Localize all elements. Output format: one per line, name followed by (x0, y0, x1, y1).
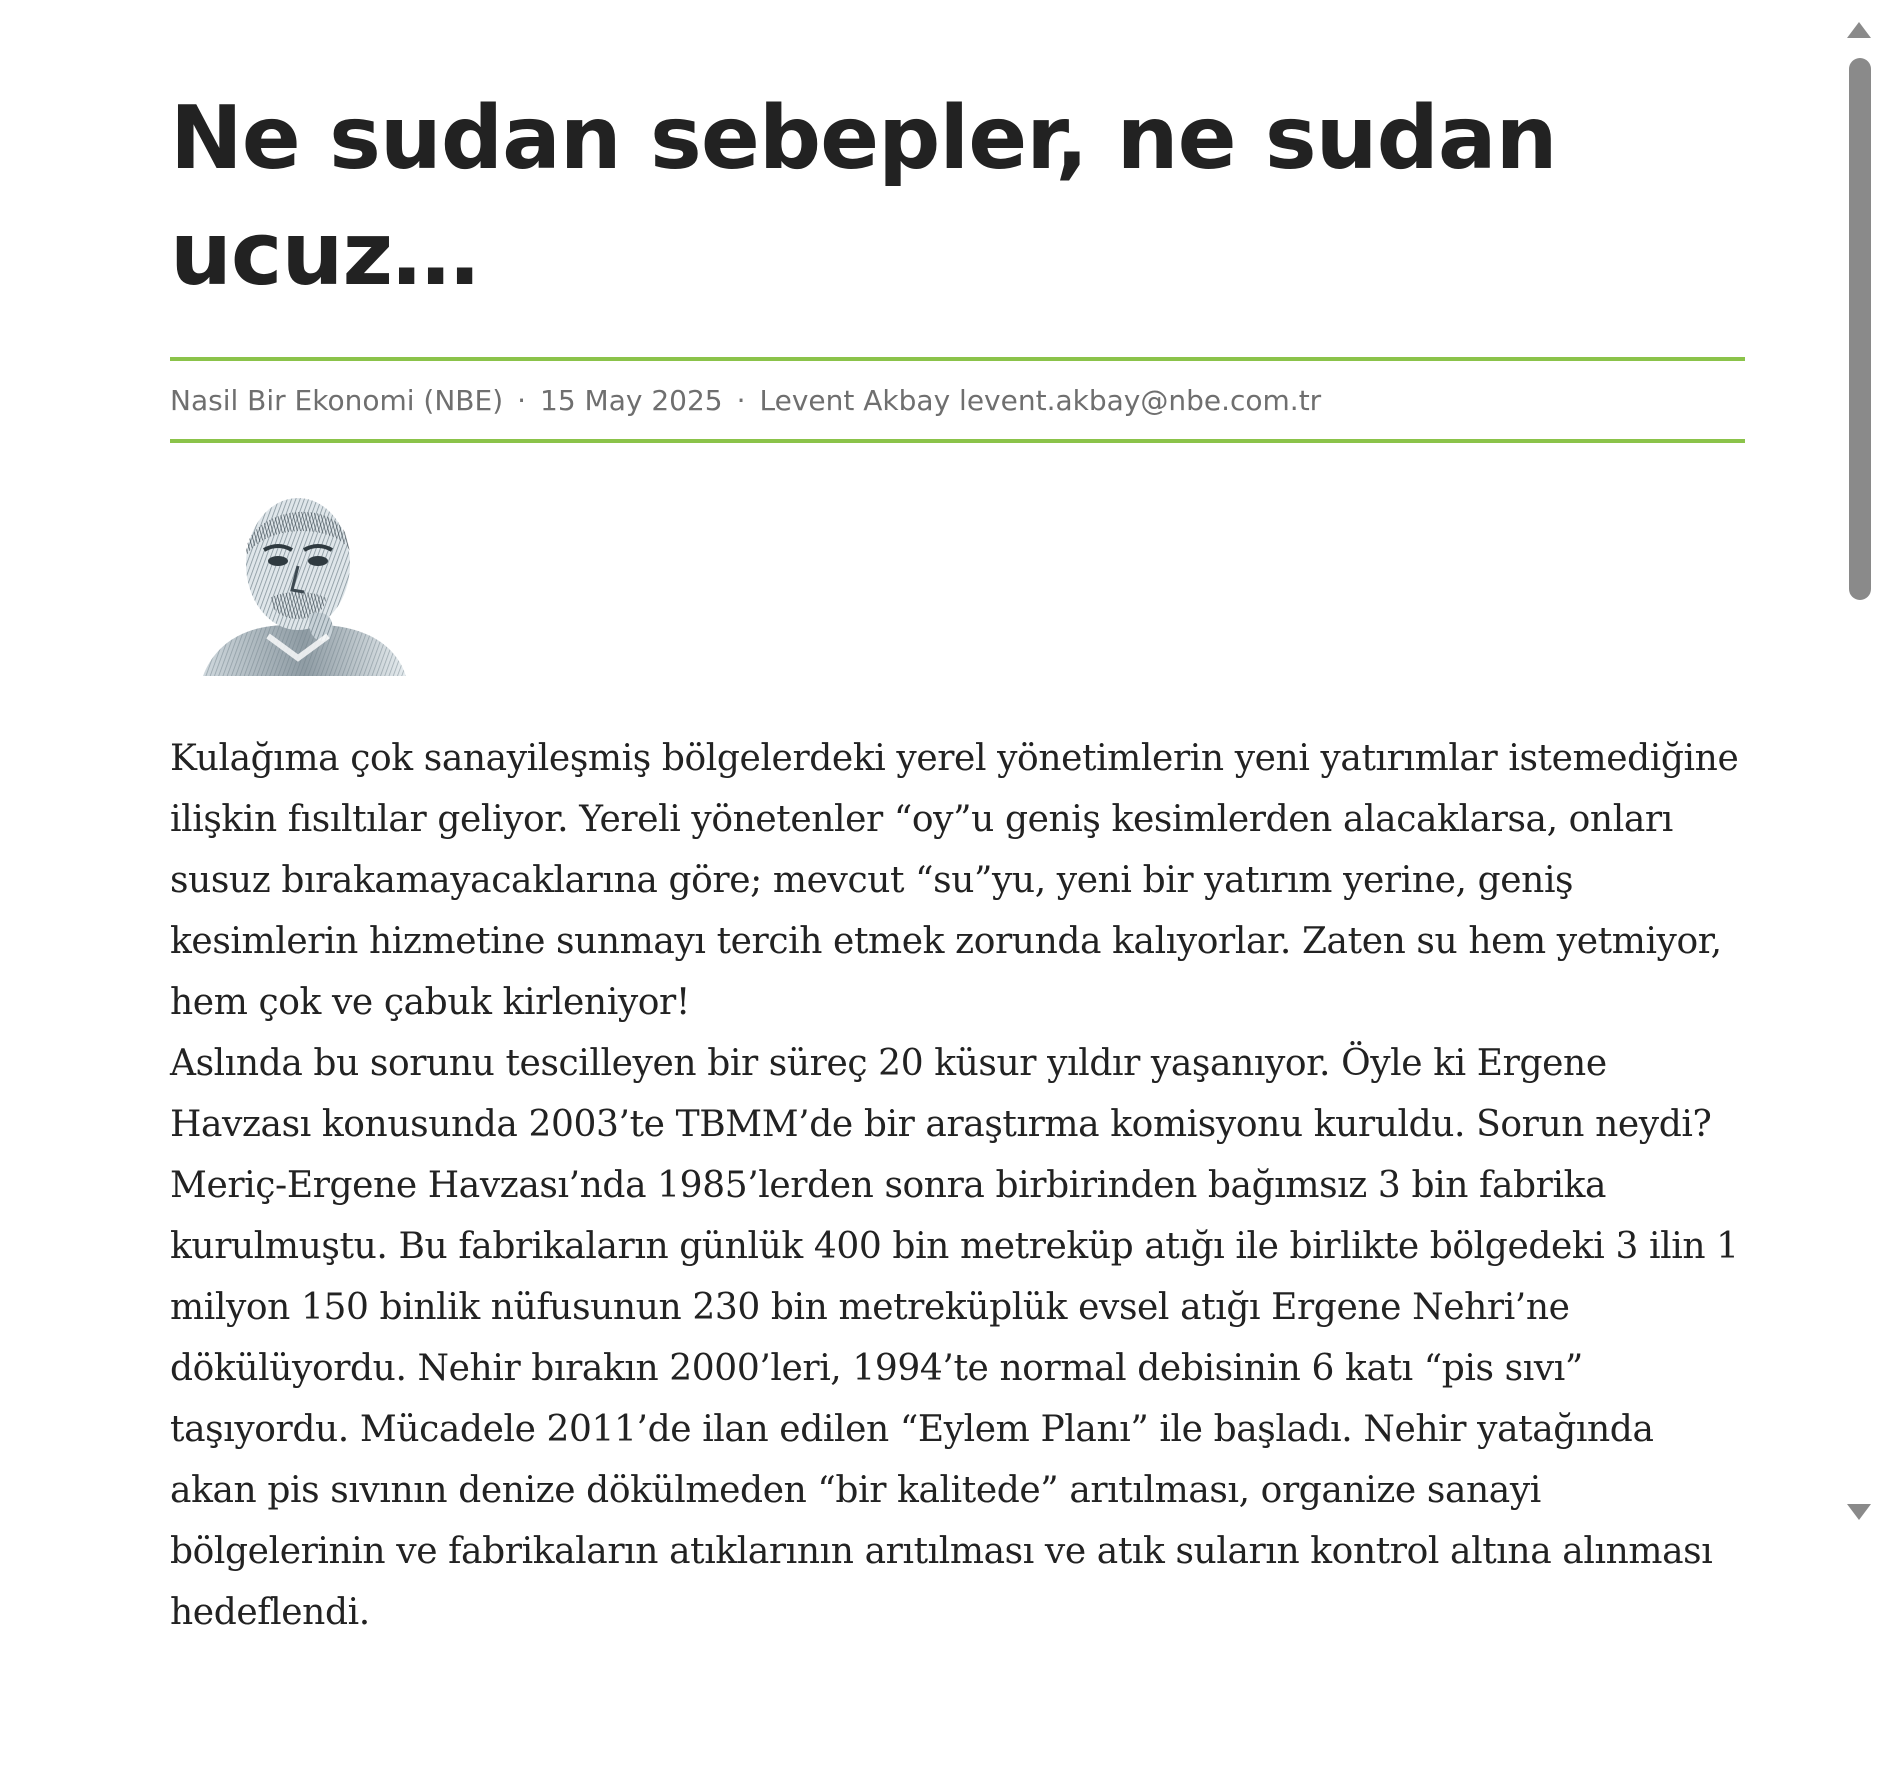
vertical-scrollbar[interactable] (1835, 0, 1888, 1545)
paragraph: Aslında bu sorunu tescilleyen bir süreç 20 küsur yıldır yaşanıyor. Öyle ki Ergene Havzası konusunda 2003’te TBMM’de bir araştırma komisyonu kuruldu. Sorun neydi? Meriç-Ergene Havzası’nda 1985’lerden sonra birbirinden bağımsız 3 bin fabrika kurulmuştu. Bu fabrikaların günlük 400 bin metreküp atığı ile birlikte bölgedeki 3 ilin 1 milyon 150 binlik nüfusunun 230 bin metreküplük evsel atığı Ergene Nehri’ne dökülüyordu. Nehir bırakın 2000’leri, 1994’te normal debisinin 6 katı “pis sıvı” taşıyordu. Mücadele 2011’de ilan edilen “Eylem Planı” ile başladı. Nehir yatağında akan pis sıvının denize dökülmeden “bir kalitede” arıtılması, organize sanayi bölgelerinin ve fabrikaların atıklarının arıtılması ve atık suların kontrol altına alınması hedeflendi. (170, 1043, 1739, 1633)
meta-separator: · (517, 383, 527, 417)
scroll-down-arrow-icon[interactable] (1847, 1504, 1871, 1520)
article-body (170, 728, 1745, 1643)
article-title: Ne sudan sebepler, ne sudan ucuz… (170, 87, 1557, 305)
article-author: Levent Akbay levent.akbay@nbe.com.tr (759, 383, 1322, 417)
author-portrait (198, 486, 408, 676)
meta-separator: · (736, 383, 746, 417)
scroll-up-arrow-icon[interactable] (1847, 22, 1871, 38)
article-source: Nasil Bir Ekonomi (NBE) (170, 383, 504, 417)
article (170, 80, 1745, 1643)
paragraph: Kulağıma çok sanayileşmiş bölgelerdeki yerel yönetimlerin yeni yatırımlar istemediğine ilişkin fısıltılar geliyor. Yereli yönetenler “oy”u geniş kesimlerden alacaklarsa, onları susuz bırakamayacaklarına göre; mevcut “su”yu, yeni bir yatırım yerine, geniş kesimlerin hizmetine sunmayı tercih etmek zorunda kalıyorlar. Zaten su hem yetmiyor, hem çok ve çabuk kirleniyor! (170, 738, 1739, 1023)
article-meta (170, 357, 1745, 443)
scrollbar-thumb[interactable] (1849, 58, 1871, 600)
article-date: 15 May 2025 (540, 383, 723, 417)
